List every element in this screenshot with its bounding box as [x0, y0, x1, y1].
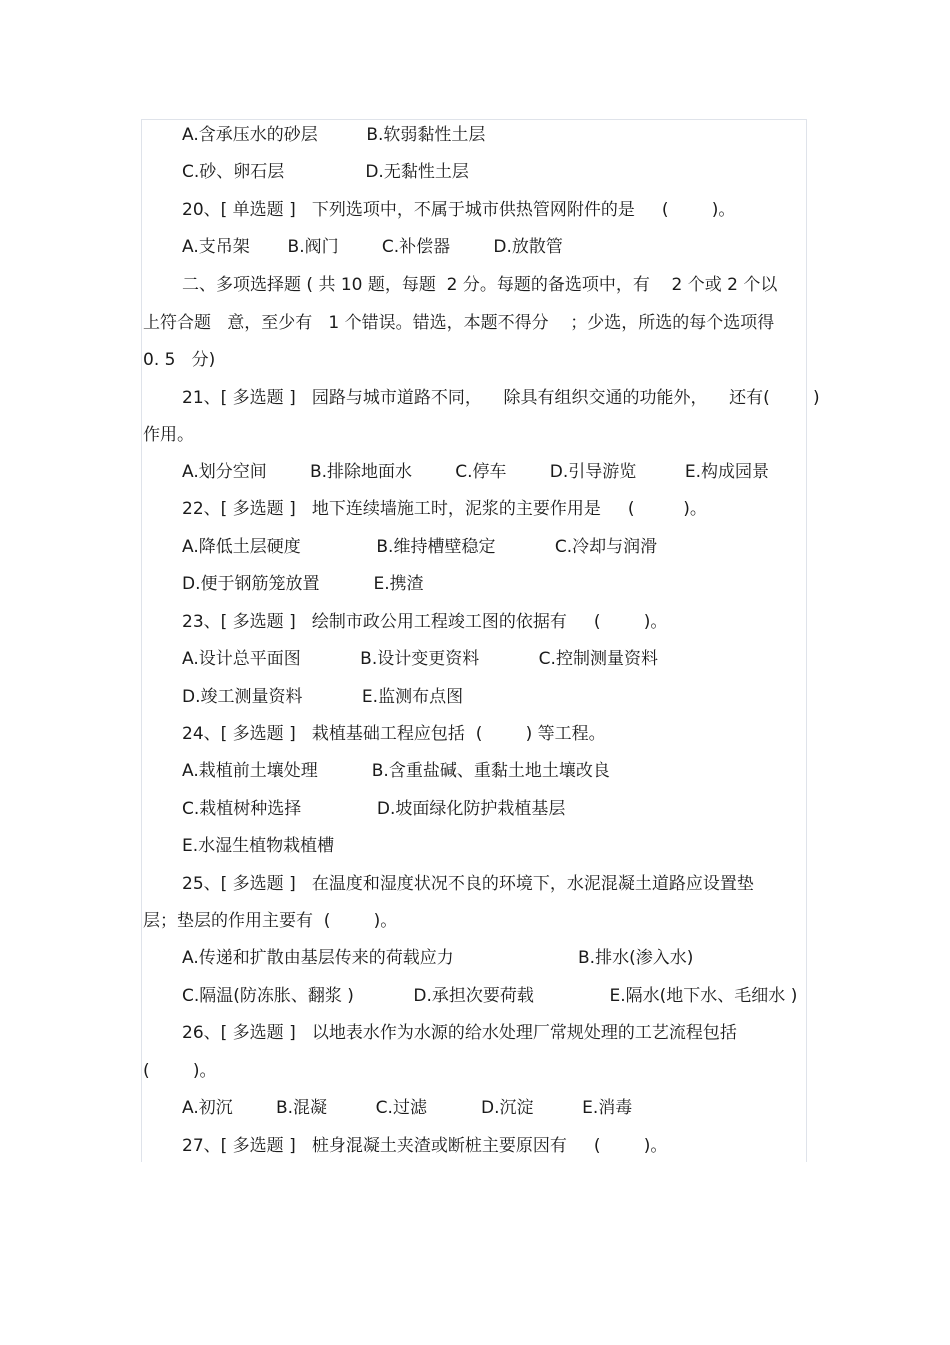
text-line: C.栽植树种选择 D.坡面绿化防护栽植基层 — [182, 799, 566, 819]
text-line: ( )。 — [143, 1061, 217, 1081]
text-line: E.水湿生植物栽植槽 — [182, 836, 335, 856]
question-23: 23、[ 多选题 ] 绘制市政公用工程竣工图的依据有 ( )。 — [182, 612, 668, 632]
question-21: 21、[ 多选题 ] 园路与城市道路不同， 除具有组织交通的功能外， 还有( ) — [182, 388, 820, 408]
text-line: A.传递和扩散由基层传来的荷载应力 B.排水(渗入水) — [182, 948, 694, 968]
text-line: A.含承压水的砂层 B.软弱黏性土层 — [182, 125, 486, 145]
text-line: C.砂、卵石层 D.无黏性土层 — [182, 162, 469, 182]
question-24: 24、[ 多选题 ] 栽植基础工程应包括 ( ) 等工程。 — [182, 724, 606, 744]
text-line: A.初沉 B.混凝 C.过滤 D.沉淀 E.消毒 — [182, 1098, 633, 1118]
question-26: 26、[ 多选题 ] 以地表水作为水源的给水处理厂常规处理的工艺流程包括 — [182, 1023, 737, 1043]
text-line: D.竣工测量资料 E.监测布点图 — [182, 687, 464, 707]
text-line: A.支吊架 B.阀门 C.补偿器 D.放散管 — [182, 237, 563, 257]
text-line: 层；垫层的作用主要有 ( )。 — [143, 911, 398, 931]
section-heading: 二、多项选择题 ( 共 10 题，每题 2 分。每题的备选项中，有 2 个或 2 个以 — [182, 275, 778, 295]
question-20: 20、[ 单选题 ] 下列选项中，不属于城市供热管网附件的是 ( )。 — [182, 200, 736, 220]
text-line: 作用。 — [143, 425, 194, 445]
question-27: 27、[ 多选题 ] 桩身混凝土夹渣或断桩主要原因有 ( )。 — [182, 1136, 668, 1156]
text-line: A.设计总平面图 B.设计变更资料 C.控制测量资料 — [182, 649, 658, 669]
text-line: A.栽植前土壤处理 B.含重盐碱、重黏土地土壤改良 — [182, 761, 610, 781]
text-line: A.降低土层硬度 B.维持槽壁稳定 C.冷却与润滑 — [182, 537, 658, 557]
question-22: 22、[ 多选题 ] 地下连续墙施工时，泥浆的主要作用是 ( )。 — [182, 499, 707, 519]
text-line: A.划分空间 B.排除地面水 C.停车 D.引导游览 E.构成园景 — [182, 462, 770, 482]
text-line: 上符合题 意，至少有 1 个错误。错选，本题不得分 ；少选，所选的每个选项得 — [143, 313, 775, 333]
text-line: C.隔温(防冻胀、翻浆 ) D.承担次要荷载 E.隔水(地下水、毛细水 ) — [182, 986, 798, 1006]
question-25: 25、[ 多选题 ] 在温度和湿度状况不良的环境下，水泥混凝土道路应设置垫 — [182, 874, 754, 894]
text-line: D.便于钢筋笼放置 E.携渣 — [182, 574, 424, 594]
text-line: 0. 5 分) — [143, 350, 216, 370]
